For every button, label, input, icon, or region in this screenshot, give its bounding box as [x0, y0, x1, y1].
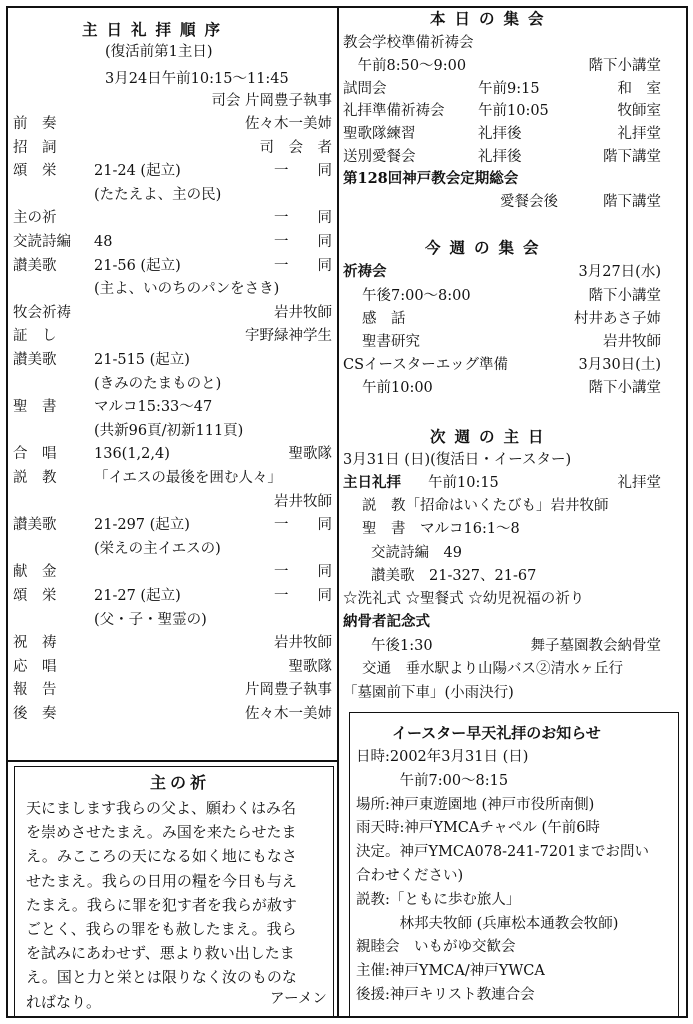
meeting-time: 愛餐会後	[500, 194, 558, 210]
today-item: 礼拝準備祈祷会	[343, 103, 445, 120]
burial-label: 納骨者記念式	[343, 613, 430, 630]
order-item-person: 一 同	[274, 588, 332, 604]
next-date: 3月31日 (日)(復活日・イースター)	[343, 452, 572, 468]
order-item-name: 頌 栄	[13, 163, 57, 180]
order-item-detail: マルコ15:33～47	[94, 399, 213, 416]
order-item-detail: (共新96頁/初新111頁)	[94, 422, 244, 439]
order-item-person: 聖歌隊	[288, 446, 332, 463]
prayer-meeting-label: 祈祷会	[343, 263, 387, 280]
order-item-detail: 21-27 (起立)	[94, 588, 181, 604]
order-item-name: 説 教	[13, 470, 57, 486]
order-item-person: 一 同	[274, 564, 332, 581]
next-psalm: 交読詩編 49	[371, 545, 462, 561]
order-item-person: 一 同	[274, 210, 332, 227]
prayer-title: 主の祈	[150, 773, 211, 792]
today-time: 午前9:15	[478, 80, 540, 97]
easter-line: 主催:神戸YMCA/神戸YWCA	[356, 963, 545, 980]
today-item: 送別愛餐会	[343, 149, 416, 165]
prayer-amen: アーメン	[270, 991, 327, 1007]
easter-line: 説教:「ともに歩む旅人」	[356, 891, 521, 908]
burial-place: 舞子墓園教会納骨堂	[530, 638, 661, 654]
today-title: 本日の集会	[430, 9, 553, 28]
today-item: 試問会	[343, 80, 387, 97]
easter-line: 親睦会 いもがゆ交歓会	[356, 939, 516, 956]
order-item-name: 合 唱	[13, 446, 57, 463]
order-title: 主日礼拝順序	[82, 20, 230, 39]
transport-line-2: 「墓園前下車」(小雨決行)	[343, 685, 514, 701]
next-bible: 聖 書 マルコ16:1～8	[362, 521, 520, 537]
order-item-detail: (きみのたまものと)	[94, 375, 222, 392]
order-item-name: 応 唱	[13, 658, 57, 675]
meeting-place: 階下講堂	[603, 194, 661, 210]
order-item-person: 一 同	[274, 257, 332, 274]
next-rites: ☆洗礼式 ☆聖餐式 ☆幼児祝福の祈り	[343, 591, 585, 607]
prayer-line: ればなり。	[26, 992, 102, 1011]
cs-label: CSイースターエッグ準備	[343, 357, 509, 373]
prayer-line: え。国と力と栄とは限りなく汝のものな	[26, 968, 297, 987]
easter-line: 後援:神戸キリスト教連合会	[356, 987, 535, 1003]
order-item-person: 片岡豊子執事	[245, 682, 332, 699]
order-item-name: 交読詩編	[13, 234, 71, 250]
study-person: 岩井牧師	[603, 334, 661, 350]
order-item-detail: (主よ、いのちのパンをさき)	[94, 281, 280, 298]
today-place: 礼拝堂	[617, 126, 661, 143]
worship-time: 午前10:15	[428, 475, 499, 491]
order-item-name: 後 奏	[13, 706, 57, 722]
order-item-detail: 48	[94, 234, 113, 250]
order-item-name: 前 奏	[13, 116, 57, 132]
prayer-line: え。みこころの天になる如く地にもなさ	[26, 847, 297, 866]
prayer-line: を試みにあわせず、悪より救い出したま	[26, 944, 295, 963]
cs-time: 午前10:00	[362, 380, 433, 396]
easter-line: 場所:神戸東遊園地 (神戸市役所南側)	[356, 796, 595, 813]
easter-line: 日時:2002年3月31日 (日)	[356, 749, 529, 765]
prayer-meeting-place: 階下小講堂	[588, 288, 661, 304]
next-title: 次週の主日	[430, 427, 553, 446]
order-item-detail: (栄えの主イエスの)	[94, 540, 221, 557]
order-item-name: 牧会祈祷	[13, 304, 71, 321]
order-item-person: 岩井牧師	[274, 493, 332, 510]
burial-time: 午後1:30	[371, 638, 433, 654]
order-item-name: 讃美歌	[13, 517, 57, 534]
order-item-detail: 21-515 (起立)	[94, 352, 190, 368]
thanks-label: 感 話	[362, 311, 406, 327]
order-item-name: 頌 栄	[13, 588, 57, 604]
cs-date: 3月30日(土)	[578, 357, 661, 373]
order-item-person: 宇野緑神学生	[245, 328, 332, 345]
transport-line-1: 交通 垂水駅より山陽バス②清水ヶ丘行	[362, 661, 623, 677]
easter-line: 決定。神戸YMCA078-241-7201までお問い	[356, 844, 650, 861]
today-item: 午前8:50～9:00	[343, 57, 467, 74]
week-title: 今週の集会	[425, 238, 548, 257]
order-item-person: 佐々木一美姉	[245, 116, 332, 132]
order-item-name: 報 告	[13, 682, 57, 699]
order-item-person: 一 同	[274, 517, 332, 534]
prayer-line: せたまえ。我らの日用の糧を今日も与え	[26, 871, 297, 890]
easter-title: イースター早天礼拝のお知らせ	[392, 724, 601, 742]
worship-place: 礼拝堂	[617, 475, 661, 491]
order-item-person: 岩井牧師	[274, 304, 332, 321]
order-item-person: 一 同	[274, 163, 332, 180]
order-item-detail: 21-56 (起立)	[94, 257, 181, 274]
order-item-detail: (たたえよ、主の民)	[94, 186, 222, 203]
today-time: 午前10:05	[478, 103, 549, 120]
order-item-name: 祝 祷	[13, 635, 57, 652]
order-item-name: 招 詞	[13, 139, 57, 156]
today-item: 聖歌隊練習	[343, 126, 416, 143]
today-place: 牧師室	[617, 103, 661, 120]
easter-line: 林邦夫牧師 (兵庫松本通教会牧師)	[356, 915, 619, 932]
order-item-person: 一 同	[274, 234, 332, 250]
thanks-person: 村井あさ子姉	[574, 311, 661, 327]
today-place: 階下講堂	[603, 149, 661, 165]
order-item-name: 証 し	[13, 328, 57, 345]
prayer-line: を崇めさせたまえ。み国を来たらせたま	[26, 823, 297, 842]
order-leader: 司会 片岡豊子執事	[211, 93, 332, 109]
next-hymn: 讃美歌 21-327、21-67	[371, 568, 537, 584]
study-label: 聖書研究	[362, 334, 420, 350]
order-item-name: 讃美歌	[13, 257, 57, 274]
order-item-name: 讃美歌	[13, 352, 57, 368]
prayer-meeting-date: 3月27日(水)	[578, 264, 661, 280]
prayer-line: ごとく、我らの罪をも赦したまえ。我ら	[26, 920, 297, 938]
order-item-detail: 21-297 (起立)	[94, 517, 190, 534]
next-sermon: 説 教「招命はいくたびも」岩井牧師	[362, 498, 609, 514]
prayer-line: 天にまします我らの父よ、願わくはみ名	[26, 799, 297, 817]
column-divider	[337, 6, 339, 1018]
today-place: 階下小講堂	[588, 57, 661, 74]
left-section-divider	[6, 760, 339, 762]
meeting-title: 第128回神戸教会定期総会	[343, 170, 519, 187]
today-time: 礼拝後	[478, 149, 522, 165]
order-item-detail: 136(1,2,4)	[94, 446, 170, 463]
worship-label: 主日礼拝	[343, 474, 401, 491]
order-subtitle: (復活前第1主日)	[105, 44, 213, 60]
order-item-name: 主の祈	[13, 210, 57, 227]
cs-place: 階下小講堂	[588, 380, 661, 396]
today-time: 礼拝後	[478, 126, 522, 143]
easter-line: 雨天時:神戸YMCAチャペル (午前6時	[356, 820, 600, 837]
order-item-person: 司 会 者	[259, 139, 332, 156]
today-item: 教会学校準備祈祷会	[343, 35, 474, 51]
today-place: 和 室	[617, 80, 661, 97]
order-item-person: 聖歌隊	[288, 658, 332, 675]
order-item-detail: 21-24 (起立)	[94, 163, 181, 180]
order-item-person: 岩井牧師	[274, 635, 332, 652]
order-item-name: 聖 書	[13, 399, 57, 416]
prayer-meeting-time: 午後7:00～8:00	[362, 288, 471, 304]
easter-line: 午前7:00～8:15	[356, 772, 509, 789]
order-item-name: 献 金	[13, 564, 57, 581]
easter-line: 合わせください)	[356, 868, 464, 884]
order-date: 3月24日午前10:15～11:45	[105, 71, 289, 87]
order-item-detail: 「イエスの最後を囲む人々」	[94, 470, 282, 486]
order-item-detail: (父・子・聖霊の)	[94, 611, 207, 628]
prayer-line: たまえ。我らに罪を犯す者を我らが赦す	[26, 895, 297, 914]
order-item-person: 佐々木一美姉	[245, 706, 332, 722]
